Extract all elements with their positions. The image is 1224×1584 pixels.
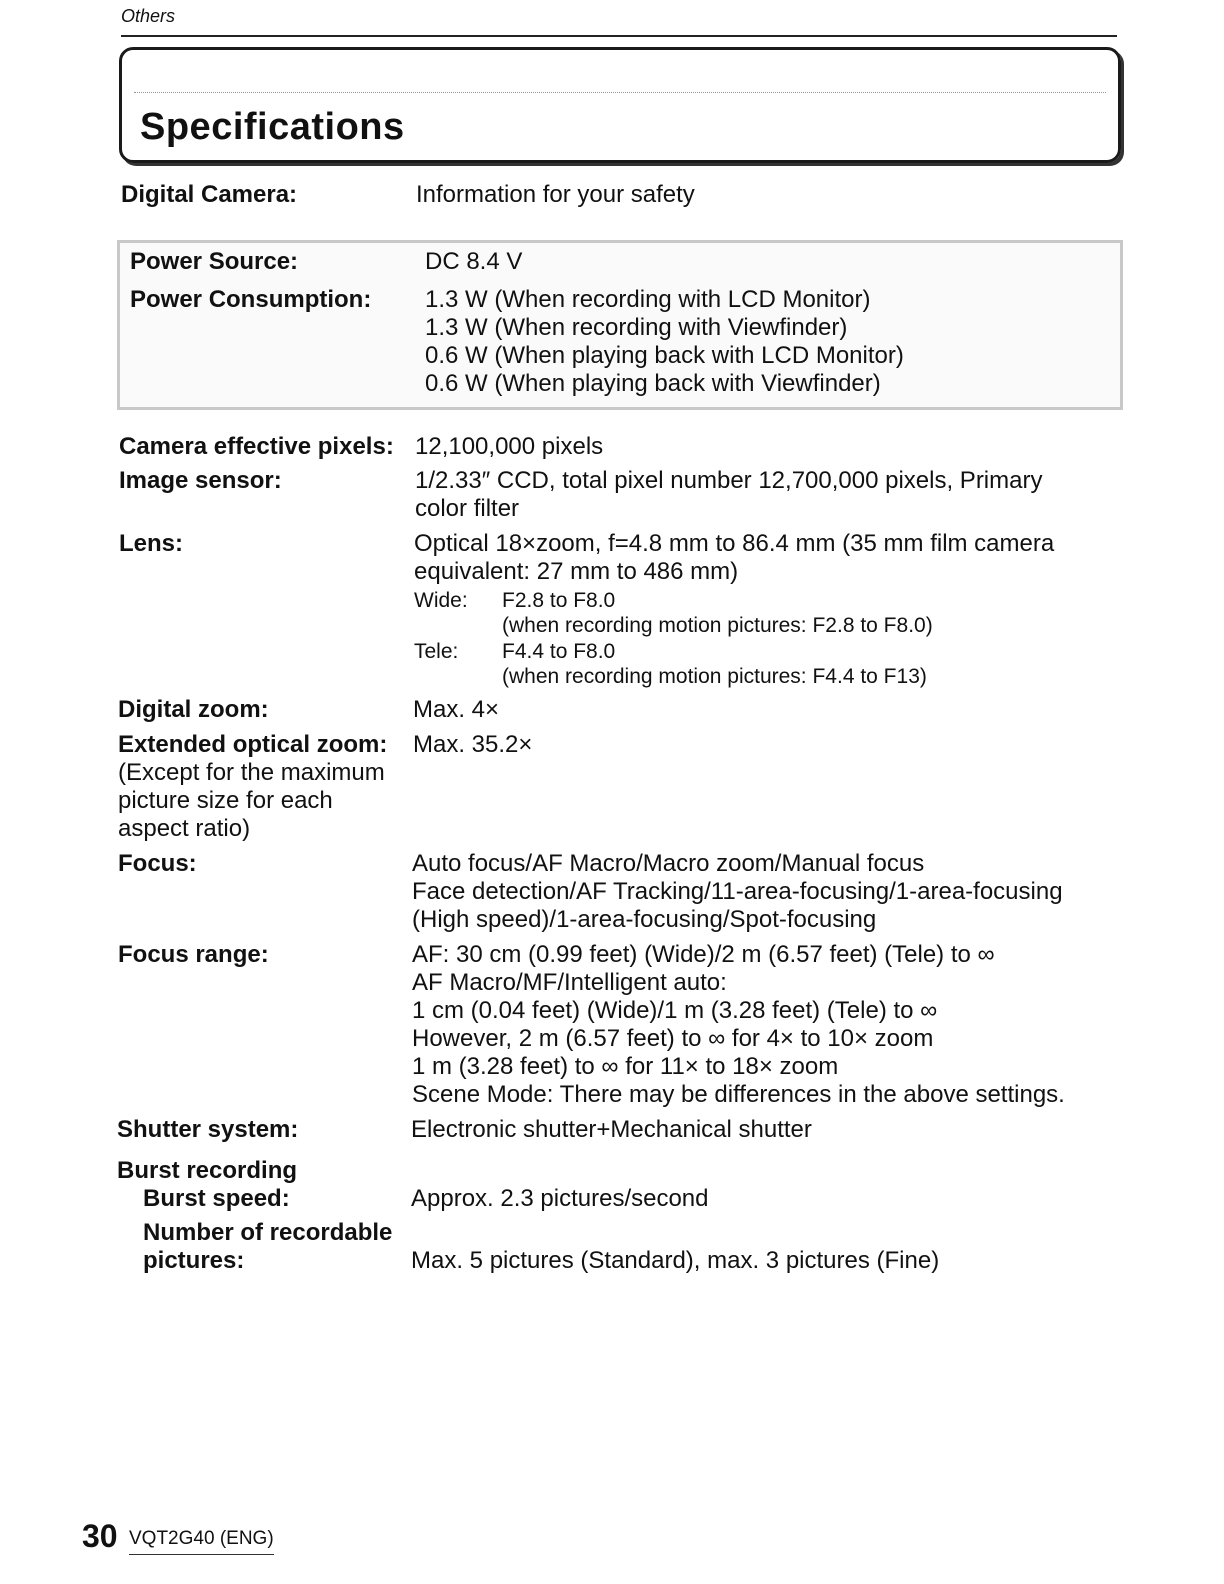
power-consumption-line: 0.6 W (When playing back with LCD Monitor) (425, 342, 904, 369)
extended-zoom-note: aspect ratio) (118, 815, 251, 842)
focus-range-line: However, 2 m (6.57 feet) to ∞ for 4× to 10× zoom (412, 1025, 934, 1052)
focus-range-line: AF Macro/MF/Intelligent auto: (412, 969, 727, 996)
lens-wide-note: (when recording motion pictures: F2.8 to F8.0) (502, 614, 933, 637)
extended-zoom-note: picture size for each (118, 787, 333, 814)
lens-tele-value: F4.4 to F8.0 (502, 640, 616, 663)
title-box-inner-rule (134, 92, 1106, 93)
focus-line: Auto focus/AF Macro/Macro zoom/Manual focus (412, 850, 925, 877)
digital-camera-label: Digital Camera: (121, 181, 298, 208)
power-source-value: DC 8.4 V (425, 248, 523, 275)
digital-zoom-value: Max. 4× (413, 696, 500, 723)
section-label: Others (121, 6, 176, 26)
focus-range-line: 1 cm (0.04 feet) (Wide)/1 m (3.28 feet) (Tele) to ∞ (412, 997, 938, 1024)
focus-range-line: AF: 30 cm (0.99 feet) (Wide)/2 m (6.57 feet) (Tele) to ∞ (412, 941, 995, 968)
pixels-value: 12,100,000 pixels (415, 433, 604, 460)
header-divider (121, 35, 1117, 37)
shutter-label: Shutter system: (117, 1116, 299, 1143)
lens-tele-label: Tele: (414, 640, 459, 663)
lens-wide-value: F2.8 to F8.0 (502, 589, 616, 612)
sensor-line: color filter (415, 495, 520, 522)
focus-range-line: 1 m (3.28 feet) to ∞ for 11× to 18× zoom (412, 1053, 839, 1080)
lens-tele-note: (when recording motion pictures: F4.4 to F13) (502, 665, 927, 688)
focus-line: Face detection/AF Tracking/11-area-focusing/1-area-focusing (412, 878, 1063, 905)
pixels-label: Camera effective pixels: (119, 433, 394, 460)
extended-zoom-label: Extended optical zoom: (118, 731, 388, 758)
lens-wide-label: Wide: (414, 589, 468, 612)
power-consumption-line: 1.3 W (When recording with LCD Monitor) (425, 286, 871, 313)
power-source-label: Power Source: (130, 248, 299, 275)
lens-line: Optical 18×zoom, f=4.8 mm to 86.4 mm (35 mm film camera (414, 530, 1055, 557)
extended-zoom-value: Max. 35.2× (413, 731, 533, 758)
digital-zoom-label: Digital zoom: (118, 696, 269, 723)
power-consumption-label: Power Consumption: (130, 286, 372, 313)
burst-speed-label: Burst speed: (143, 1185, 290, 1212)
title-box (119, 47, 1121, 163)
focus-range-line: Scene Mode: There may be differences in the above settings. (412, 1081, 1065, 1108)
digital-camera-value: Information for your safety (416, 181, 695, 208)
focus-line: (High speed)/1-area-focusing/Spot-focusing (412, 906, 877, 933)
burst-number-value: Max. 5 pictures (Standard), max. 3 pictures (Fine) (411, 1247, 940, 1274)
burst-label: Burst recording (117, 1157, 298, 1184)
lens-label: Lens: (119, 530, 184, 557)
page-title: Specifications (140, 106, 405, 148)
lens-line: equivalent: 27 mm to 486 mm) (414, 558, 739, 585)
burst-speed-value: Approx. 2.3 pictures/second (411, 1185, 709, 1212)
burst-number-label: pictures: (143, 1247, 245, 1274)
shutter-value: Electronic shutter+Mechanical shutter (411, 1116, 812, 1143)
sensor-line: 1/2.33″ CCD, total pixel number 12,700,000 pixels, Primary (415, 467, 1043, 494)
page-number: 30 (82, 1518, 118, 1554)
sensor-label: Image sensor: (119, 467, 282, 494)
document-code: VQT2G40 (ENG) (129, 1528, 274, 1555)
focus-label: Focus: (118, 850, 197, 877)
focus-range-label: Focus range: (118, 941, 269, 968)
power-consumption-line: 1.3 W (When recording with Viewfinder) (425, 314, 848, 341)
burst-number-label: Number of recordable (143, 1219, 393, 1246)
extended-zoom-note: (Except for the maximum (118, 759, 385, 786)
power-consumption-line: 0.6 W (When playing back with Viewfinder) (425, 370, 881, 397)
